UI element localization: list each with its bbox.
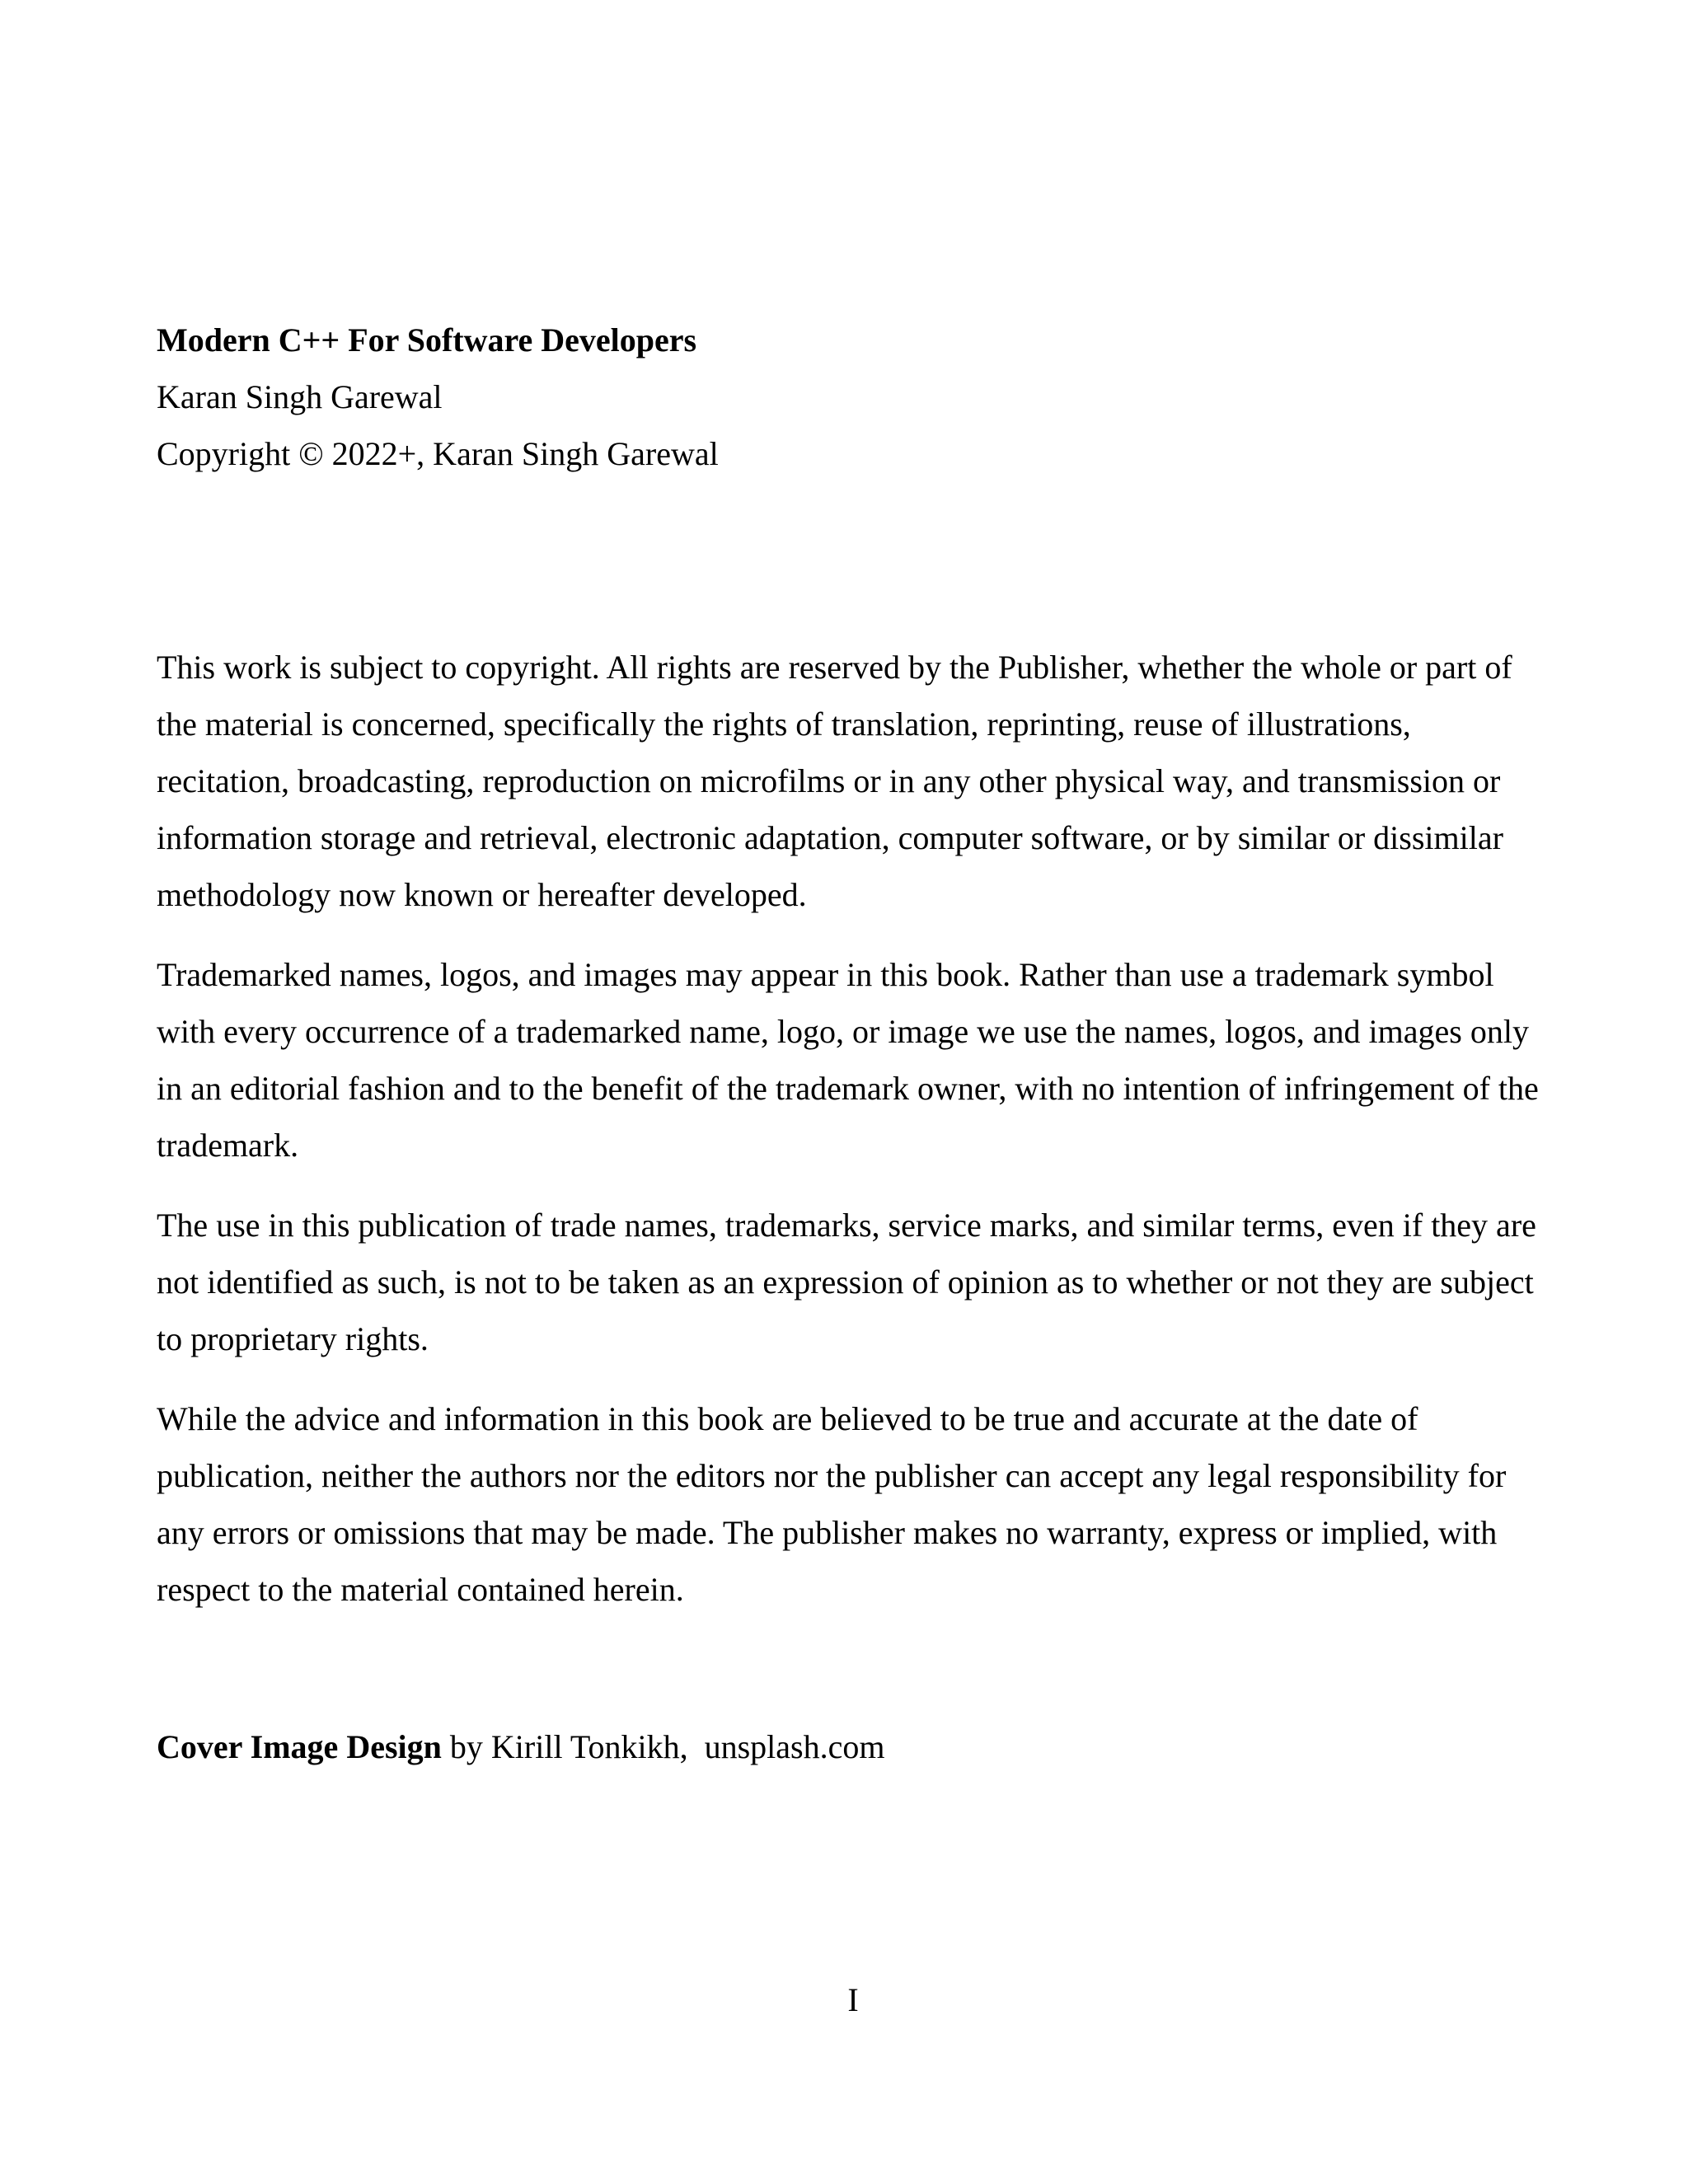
legal-notice — [157, 639, 1541, 1641]
paragraph-copyright-rights: This work is subject to copyright. All rights are reserved by the Publisher, whether the whole or part of the material is concerned, specifically the rights of translation, reprinting, reuse of illustrations, recitation, broadcasting, reproduction on microfilms or in any other physical way, and transmission or information storage and retrieval, electronic adaptation, computer software, or by similar or dissimilar methodology now known or hereafter developed. — [157, 649, 1512, 913]
cover-credit-text: by Kirill Tonkikh, unsplash.com — [441, 1728, 885, 1765]
author-name: Karan Singh Garewal — [157, 378, 443, 415]
paragraph-disclaimer: While the advice and information in this book are believed to be true and accurate at the date of publication, neither the authors nor the editors nor the publisher can accept any legal responsibility for any errors or omissions that may be made. The publisher makes no warranty, express or implied, with respect to the material contained herein. — [157, 1400, 1507, 1608]
cover-credit-label: Cover Image Design — [157, 1728, 442, 1765]
book-title: Modern C++ For Software Developers — [157, 321, 697, 359]
paragraph-trade-names: The use in this publication of trade names, trademarks, service marks, and similar terms, even if they are not identified as such, is not to be taken as an expression of opinion as to whether or not they are subject to proprietary rights. — [157, 1207, 1536, 1357]
page-number: I — [847, 1981, 859, 2018]
paragraph-trademarks: Trademarked names, logos, and images may appear in this book. Rather than use a trademark symbol with every occurrence of a trademarked name, logo, or image we use the names, logos, and images only in an editorial fashion and to the benefit of the trademark owner, with no intention of infringement of the trademark. — [157, 956, 1539, 1164]
copyright-notice: Copyright © 2022+, Karan Singh Garewal — [157, 435, 719, 472]
cover-credit — [157, 1718, 884, 1775]
title-block — [157, 312, 1558, 482]
